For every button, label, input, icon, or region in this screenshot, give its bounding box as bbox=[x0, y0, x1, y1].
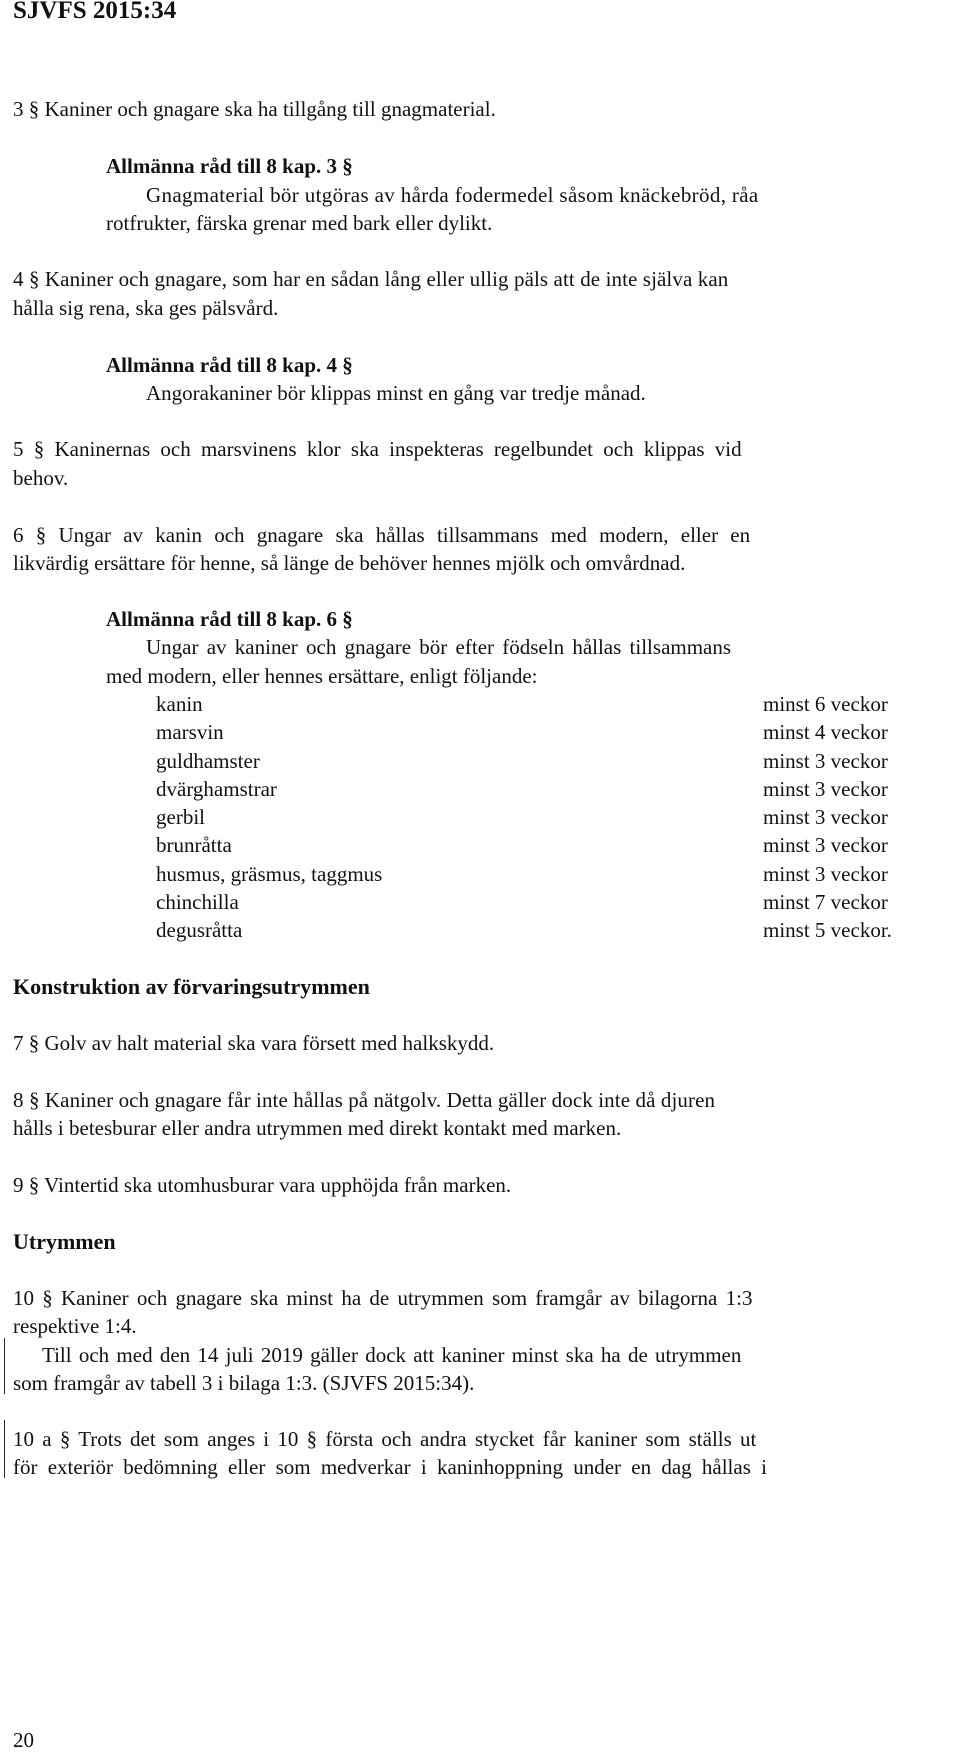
section-5-line-1: 5 § Kaninernas och marsvinens klor ska inspekteras regelbundet och klippas vid bbox=[13, 437, 742, 461]
section-10a-line-1: 10 a § Trots det som anges i 10 § första och andra stycket får kaniner som ställs ut bbox=[13, 1427, 757, 1451]
animal-name: brunråtta bbox=[156, 833, 232, 857]
section-10-transition-line-2: som framgår av tabell 3 i bilaga 1:3. (SJVFS 2015:34). bbox=[13, 1371, 475, 1395]
advice-6-line-2: med modern, eller hennes ersättare, enligt följande: bbox=[106, 664, 538, 688]
advice-3-title: Allmänna råd till 8 kap. 3 § bbox=[106, 154, 353, 178]
section-5-line-2: behov. bbox=[13, 466, 69, 490]
section-10a-line-2: för exteriör bedömning eller som medverkar i kaninhoppning under en dag hållas i bbox=[13, 1455, 767, 1479]
weaning-period: minst 3 veckor bbox=[763, 833, 888, 857]
advice-4-line-1: Angorakaniner bör klippas minst en gång var tredje månad. bbox=[146, 381, 646, 405]
page-number: 20 bbox=[13, 1728, 34, 1752]
section-9: 9 § Vintertid ska utomhusburar vara upphöjda från marken. bbox=[13, 1173, 512, 1197]
advice-3-line-2: rotfrukter, färska grenar med bark eller dylikt. bbox=[106, 211, 493, 235]
animal-name: dvärghamstrar bbox=[156, 777, 277, 801]
weaning-period: minst 3 veckor bbox=[763, 805, 888, 829]
animal-name: kanin bbox=[156, 692, 203, 716]
animal-name: marsvin bbox=[156, 720, 224, 744]
animal-name: chinchilla bbox=[156, 890, 239, 914]
heading-utrymmen: Utrymmen bbox=[13, 1229, 116, 1254]
advice-6-title: Allmänna råd till 8 kap. 6 § bbox=[106, 607, 353, 631]
animal-name: guldhamster bbox=[156, 749, 260, 773]
section-10-line-2: respektive 1:4. bbox=[13, 1314, 137, 1338]
change-bar bbox=[4, 1338, 5, 1394]
weaning-period: minst 3 veckor bbox=[763, 749, 888, 773]
advice-4-title: Allmänna råd till 8 kap. 4 § bbox=[106, 353, 353, 377]
heading-konstruktion: Konstruktion av förvaringsutrymmen bbox=[13, 974, 370, 999]
animal-name: gerbil bbox=[156, 805, 205, 829]
weaning-period: minst 3 veckor bbox=[763, 777, 888, 801]
animal-name: husmus, gräsmus, taggmus bbox=[156, 862, 383, 886]
advice-3-line-1: Gnagmaterial bör utgöras av hårda fodermedel såsom knäckebröd, råa bbox=[146, 183, 759, 207]
document-header: SJVFS 2015:34 bbox=[13, 0, 177, 24]
weaning-period: minst 6 veckor bbox=[763, 692, 888, 716]
section-6-line-2: likvärdig ersättare för henne, så länge de behöver hennes mjölk och omvårdnad. bbox=[13, 551, 686, 575]
animal-name: degusråtta bbox=[156, 918, 243, 942]
change-bar bbox=[4, 1420, 5, 1478]
section-10-line-1: 10 § Kaniner och gnagare ska minst ha de utrymmen som framgår av bilagorna 1:3 bbox=[13, 1286, 753, 1310]
section-8-line-2: hålls i betesburar eller andra utrymmen med direkt kontakt med marken. bbox=[13, 1116, 622, 1140]
advice-6-line-1: Ungar av kaniner och gnagare bör efter födseln hållas tillsammans bbox=[146, 635, 732, 659]
weaning-period: minst 5 veckor. bbox=[763, 918, 892, 942]
section-7: 7 § Golv av halt material ska vara försett med halkskydd. bbox=[13, 1031, 495, 1055]
section-4-line-1: 4 § Kaniner och gnagare, som har en sådan lång eller ullig päls att de inte själva kan bbox=[13, 267, 729, 291]
weaning-period: minst 4 veckor bbox=[763, 720, 888, 744]
section-4-line-2: hålla sig rena, ska ges pälsvård. bbox=[13, 296, 279, 320]
weaning-period: minst 7 veckor bbox=[763, 890, 888, 914]
section-6-line-1: 6 § Ungar av kanin och gnagare ska hållas tillsammans med modern, eller en bbox=[13, 523, 751, 547]
weaning-period: minst 3 veckor bbox=[763, 862, 888, 886]
section-10-transition-line-1: Till och med den 14 juli 2019 gäller dock att kaniner minst ska ha de utrymmen bbox=[42, 1343, 742, 1367]
section-8-line-1: 8 § Kaniner och gnagare får inte hållas på nätgolv. Detta gäller dock inte då djuren bbox=[13, 1088, 716, 1112]
section-3: 3 § Kaniner och gnagare ska ha tillgång till gnagmaterial. bbox=[13, 97, 496, 121]
